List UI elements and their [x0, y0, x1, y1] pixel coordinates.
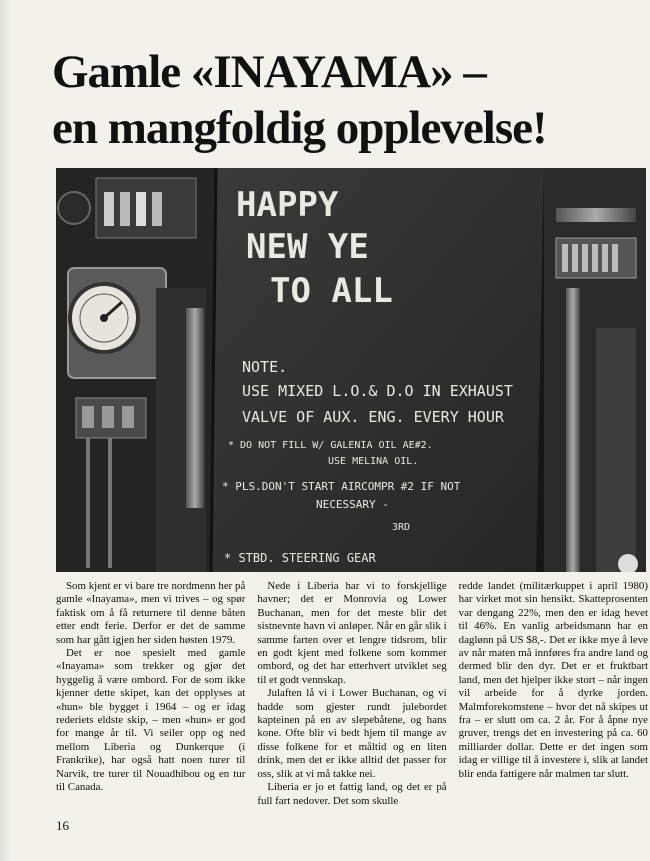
board-line-4: NOTE. [242, 358, 288, 376]
page-edge [0, 0, 10, 861]
engine-room-photo [56, 168, 646, 572]
board-line-3: TO ALL [270, 271, 393, 311]
column-2 [257, 580, 446, 808]
board-line-8: USE MELINA OIL. [328, 456, 419, 467]
photo-illustration [56, 168, 646, 572]
paragraph: redde landet (militærkuppet i april 1980) har virket mot sin hensikt. Skatteprosenten var dengang 22%, men den er idag hevet til 46%. En vanlig arbeidsmann har en daglønn på US $8,-. Det er ikke mye å leve av når maten må innføres fra andre land og dermed blir den dyr. Det er et fruktbart land, men det hjelper ikke stort – når ingen vil arbeide for å dyrke jorden. Malmforekomstene – hvor det nå skipes ut fra – er slutt om ca. 2 år. For å åpne nye gruver, trengs det en investering på ca. 60 milliarder dollar. Dette er det ingen som idag er villige til å investere i, slik at landet blir enda fattigere når malmen tar slutt. [458, 580, 648, 780]
page-number: 16 [56, 818, 69, 833]
board-line-11: 3RD [392, 522, 411, 533]
board-line-10: NECESSARY - [316, 498, 389, 511]
article-body [56, 580, 648, 808]
left-machinery [56, 168, 216, 572]
title-line-1: Gamle «INAYAMA» – [52, 46, 486, 98]
paragraph: Nede i Liberia har vi to forskjellige havner; det er Monrovia og Lower Buchanan, men for det meste blir det sistnevnte havn vi anløper. Når en går slik i samme farten over et lengre tidsrom, blir en godt kjent med folkene som kommer ombord, og det har etterhvert utviklet seg til et godt vennskap. [257, 580, 447, 686]
board-line-5: USE MIXED L.O.& D.O IN EXHAUST [242, 382, 513, 400]
column-3 [459, 580, 648, 808]
right-machinery [544, 168, 646, 572]
paragraph: Julaften lå vi i Lower Buchanan, og vi hadde som gjester rundt julebordet kapteinen på en av slepebåtene, og hans kone. Ofte blir vi bedt hjem til mange av disse folkene for et måltid og en liten drink, men det er ikke alltid det passer for oss, slik at vi må takke nei. [257, 687, 447, 780]
board-line-12: * STBD. STEERING GEAR [224, 551, 376, 565]
column-1 [56, 580, 245, 808]
paragraph: Det er noe spesielt med gamle «Inayama» som trekker og gjør det hyggelig å være ombord. For de som ikke kjenner dette skipet, kan det opplyses at «hun» ble bygget i 1964 – og er idag rederiets eldste skip, – men «hun» er god for mange år til. Vi seiler opp og ned mellom Liberia og Dunkerque (i Frankrike), har også hatt noen turer til Narvik, tre turer til Nouadhibou og en tur til Canada. [56, 647, 246, 794]
board-line-7: * DO NOT FILL W/ GALENIA OIL AE#2. [228, 440, 433, 451]
board-line-6: VALVE OF AUX. ENG. EVERY HOUR [242, 408, 504, 426]
paragraph: Liberia er jo et fattig land, og det er på full fart nedover. Det som skulle [257, 781, 447, 807]
board-line-2: NEW YE [246, 227, 369, 267]
board-line-9: * PLS.DON'T START AIRCOMPR #2 IF NOT [222, 480, 461, 493]
board-line-1: HAPPY [236, 185, 339, 225]
paragraph: Som kjent er vi bare tre nordmenn her på gamle «Inayama», men vi trives – og spør faktisk om å få returnere til denne båten etter endt ferie. Derfor er det de samme som har gått igjen her siden høsten 1979. [56, 580, 246, 646]
title-line-2: en mangfoldig opplevelse! [52, 102, 547, 154]
article-title [52, 44, 632, 156]
